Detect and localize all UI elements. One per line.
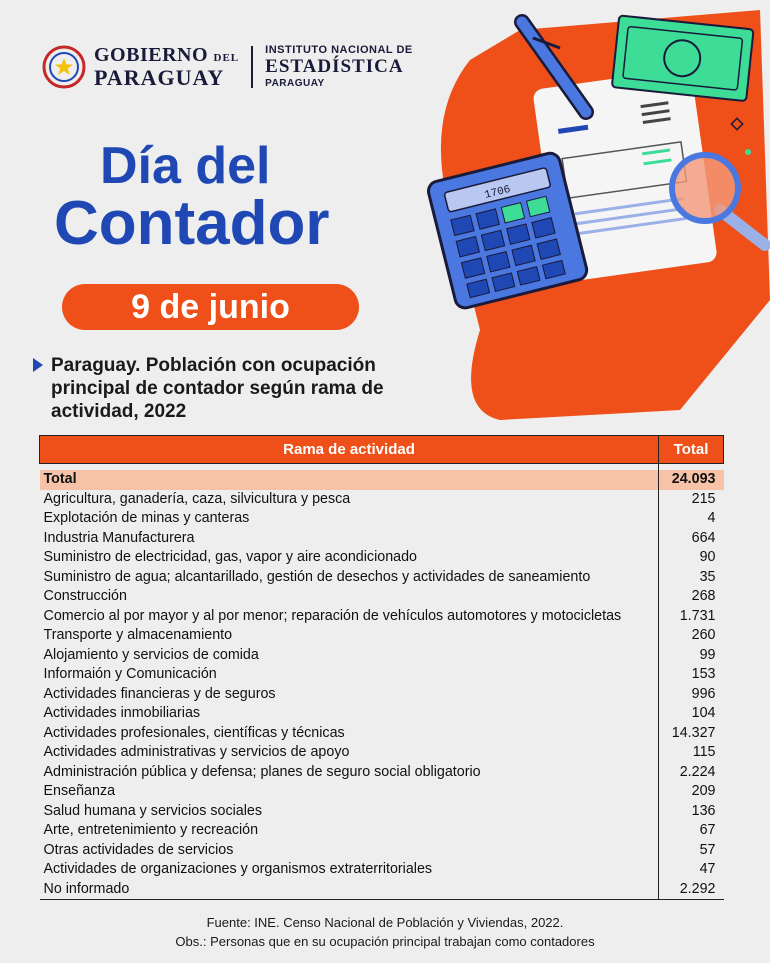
row-value: 996	[659, 685, 724, 705]
row-value: 4	[659, 509, 724, 529]
row-value: 2.224	[659, 763, 724, 783]
row-label: Suministro de electricidad, gas, vapor y aire acondicionado	[43, 549, 418, 566]
table-row	[40, 841, 724, 861]
row-value: 153	[659, 665, 724, 685]
row-value: 1.731	[659, 607, 724, 627]
dot-sparkle-icon	[745, 149, 751, 155]
table-row	[40, 704, 724, 724]
row-label: Industria Manufacturera	[43, 529, 195, 546]
row-label: Actividades administrativas y servicios de apoyo	[43, 744, 350, 761]
table-row	[40, 880, 724, 900]
table-row	[40, 509, 724, 529]
national-seal-icon	[42, 45, 86, 89]
table-row	[40, 646, 724, 666]
table-row	[40, 724, 724, 744]
table-row	[40, 743, 724, 763]
table-row	[40, 568, 724, 588]
table-row	[40, 802, 724, 822]
table-row	[40, 685, 724, 705]
row-label: Administración pública y defensa; planes de seguro social obligatorio	[43, 763, 481, 780]
table-row	[40, 782, 724, 802]
row-value: 136	[659, 802, 724, 822]
row-label: Explotación de minas y canteras	[43, 510, 250, 527]
table-row	[40, 529, 724, 549]
row-value: 35	[659, 568, 724, 588]
row-label: Alojamiento y servicios de comida	[43, 646, 259, 663]
row-label: Actividades profesionales, científicas y técnicas	[43, 724, 345, 741]
table-row	[40, 548, 724, 568]
column-header-rama: Rama de actividad	[40, 436, 659, 464]
row-value: 47	[659, 860, 724, 880]
row-label: Comercio al por mayor y al por menor; reparación de vehículos automotores y motocicletas	[43, 607, 622, 624]
title-line-1: Día del	[100, 137, 271, 195]
total-label: Total	[40, 470, 659, 490]
gobierno-logo-text: GOBIERNO DEL PARAGUAY	[94, 44, 240, 90]
row-label: Transporte y almacenamiento	[43, 627, 233, 644]
row-value: 14.327	[659, 724, 724, 744]
date-badge: 9 de junio	[62, 284, 359, 330]
footer-source: Fuente: INE. Censo Nacional de Población y Viviendas, 2022.	[206, 915, 564, 930]
footer-note: Obs.: Personas que en su ocupación principal trabajan como contadores	[175, 934, 595, 949]
table-row	[40, 821, 724, 841]
title-line-2: Contador	[54, 189, 330, 258]
row-label: Suministro de agua; alcantarillado, gestión de desechos y actividades de saneamiento	[43, 568, 591, 585]
row-value: 260	[659, 626, 724, 646]
row-label: Salud humana y servicios sociales	[43, 802, 263, 819]
table-row	[40, 665, 724, 685]
calculator-display: 1706	[483, 183, 512, 202]
total-value: 24.093	[659, 470, 724, 490]
row-label: Arte, entretenimiento y recreación	[43, 822, 259, 839]
table-row	[40, 490, 724, 510]
row-value: 664	[659, 529, 724, 549]
row-label: Actividades inmobiliarias	[43, 705, 201, 722]
row-value: 2.292	[659, 880, 724, 900]
row-label: Otras actividades de servicios	[43, 841, 234, 858]
row-label: No informado	[40, 880, 659, 900]
row-value: 215	[659, 490, 724, 510]
table-row	[40, 587, 724, 607]
ine-logo-text: INSTITUTO NACIONAL DE ESTADÍSTICA PARAGUAY	[265, 44, 413, 89]
row-label: Actividades de organizaciones y organismos extraterritoriales	[43, 861, 433, 878]
row-value: 104	[659, 704, 724, 724]
table-row	[40, 626, 724, 646]
play-arrow-icon	[33, 358, 43, 372]
row-value: 90	[659, 548, 724, 568]
row-label: Construcción	[43, 588, 127, 605]
table-row	[40, 607, 724, 627]
row-value: 115	[659, 743, 724, 763]
row-value: 67	[659, 821, 724, 841]
table-title: Paraguay. Población con ocupación principal de contador según rama de actividad, 2022	[51, 355, 384, 422]
table-row	[40, 860, 724, 880]
table-row	[40, 763, 724, 783]
row-label: Actividades financieras y de seguros	[43, 685, 276, 702]
row-value: 99	[659, 646, 724, 666]
header-logos	[42, 44, 413, 89]
row-value: 57	[659, 841, 724, 861]
column-header-total: Total	[659, 436, 724, 464]
logo-divider	[251, 46, 253, 88]
activity-table	[39, 435, 724, 900]
row-value: 209	[659, 782, 724, 802]
row-label: Agricultura, ganadería, caza, silvicultura y pesca	[43, 490, 351, 507]
total-row	[40, 470, 724, 490]
money-bill-icon	[612, 15, 754, 101]
row-label: Enseñanza	[43, 783, 116, 800]
row-label: Informaión y Comunicación	[43, 666, 217, 683]
row-value: 268	[659, 587, 724, 607]
